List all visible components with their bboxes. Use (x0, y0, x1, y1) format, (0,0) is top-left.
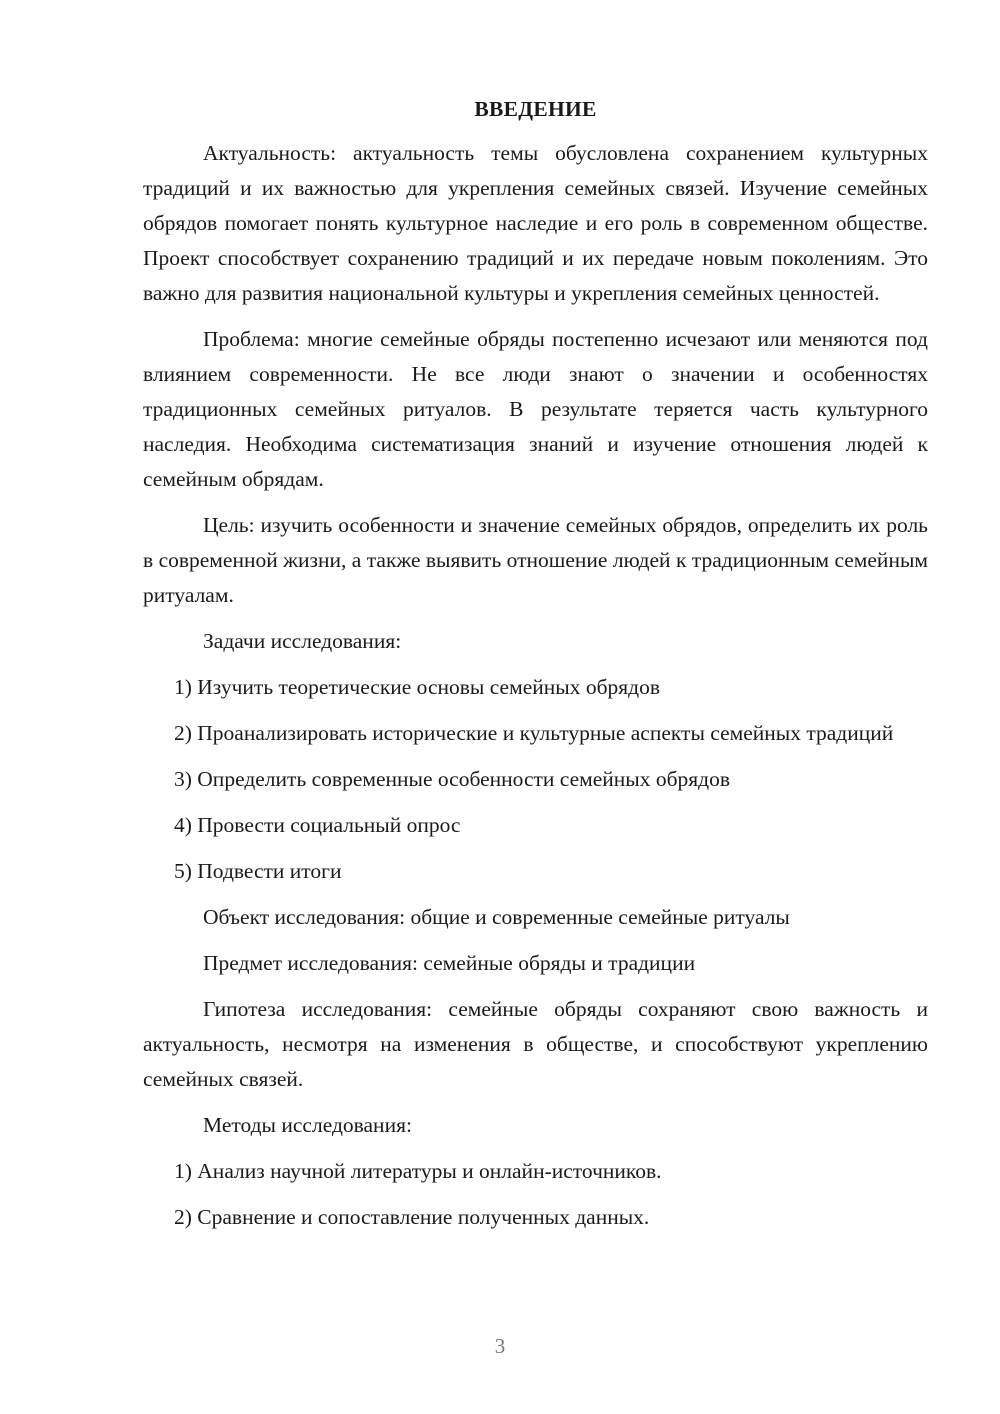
section-title: ВВЕДЕНИЕ (474, 97, 597, 121)
task-item: 4) Провести социальный опрос (174, 813, 461, 837)
methods-heading: Методы исследования: (203, 1113, 412, 1137)
goal-paragraph: Цель: изучить особенности и значение семейных обрядов, определить их роль в современной жизни, а также выявить отношение людей к традиционным семейным ритуалам. (143, 513, 928, 607)
subject-paragraph: Предмет исследования: семейные обряды и традиции (203, 951, 696, 975)
document-page (143, 94, 928, 1246)
hypothesis-paragraph: Гипотеза исследования: семейные обряды сохраняют свою важность и актуальность, несмотря на изменения в обществе, и способствуют укреплению семейных связей. (143, 997, 928, 1091)
page-number: 3 (494, 1334, 506, 1358)
task-item: 1) Изучить теоретические основы семейных обрядов (174, 675, 660, 699)
object-paragraph: Объект исследования: общие и современные семейные ритуалы (203, 905, 790, 929)
relevance-paragraph: Актуальность: актуальность темы обусловлена сохранением культурных традиций и их важностью для укрепления семейных связей. Изучение семейных обрядов помогает понять культурное наследие и его роль в современном обществе. Проект способствует сохранению традиций и их передаче новым поколениям. Это важно для развития национальной культуры и укрепления семейных ценностей. (143, 141, 928, 305)
problem-paragraph: Проблема: многие семейные обряды постепенно исчезают или меняются под влиянием современности. Не все люди знают о значении и особенностях традиционных семейных ритуалов. В результате теряется часть культурного наследия. Необходима систематизация знаний и изучение отношения людей к семейным обрядам. (143, 327, 928, 491)
task-item: 5) Подвести итоги (174, 859, 342, 883)
tasks-heading: Задачи исследования: (203, 629, 402, 653)
task-item: 3) Определить современные особенности семейных обрядов (174, 767, 731, 791)
method-item: 1) Анализ научной литературы и онлайн-источников. (174, 1159, 662, 1183)
method-item: 2) Сравнение и сопоставление полученных данных. (174, 1205, 650, 1229)
task-item: 2) Проанализировать исторические и культурные аспекты семейных традиций (174, 721, 894, 745)
